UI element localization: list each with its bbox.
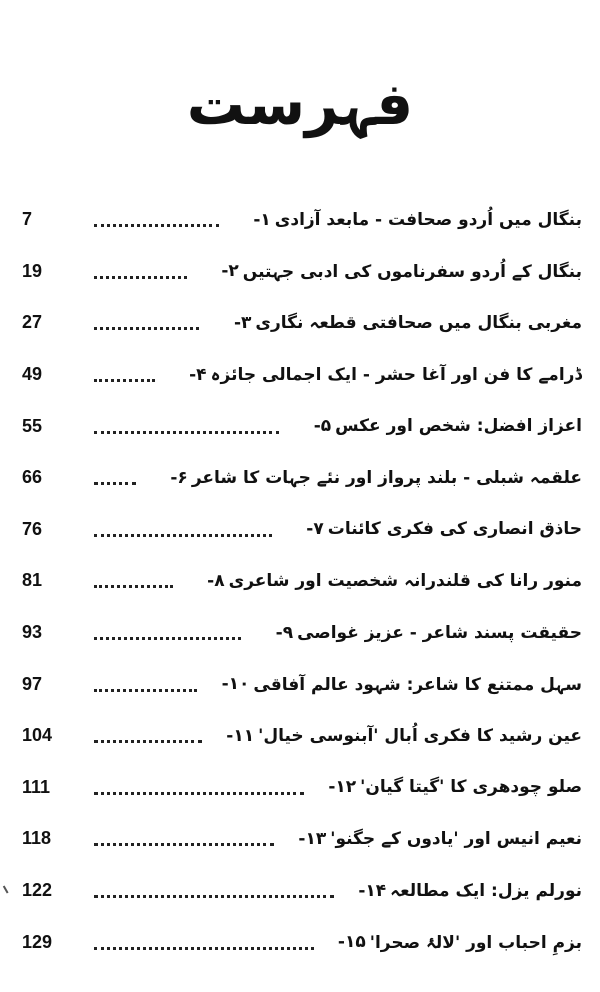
toc-entry-number: ۱- (253, 209, 271, 230)
toc-page-number: 111 (22, 776, 51, 797)
toc-entry-title: صلو چودھری کا 'گیتا گیان' (360, 777, 582, 798)
toc-entry-text (193, 261, 582, 282)
toc-entry-title: عین رشید کا فکری اُبال 'آبنوسی خیال' (258, 725, 582, 746)
toc-entry-number: ۹- (275, 622, 294, 643)
pen-mark (3, 880, 17, 893)
toc-entry (22, 194, 582, 246)
toc-entry-title: بنگال میں اُردو صحافت - مابعد آزادی (274, 209, 582, 230)
toc-entry-title: حقیقت پسند شاعر - عزیز غواصی (297, 622, 582, 643)
toc-page-number: 104 (22, 725, 53, 746)
dot-leader (94, 792, 304, 795)
dot-leader (94, 534, 272, 537)
toc-entry (22, 452, 582, 504)
toc-entry (22, 762, 582, 814)
toc-page-number: 66 (22, 467, 43, 488)
dot-leader (94, 327, 199, 330)
toc-entry-title: اعزاز افضل: شخص اور عکس (335, 416, 582, 437)
toc-entry-number: ۱۳- (298, 828, 327, 849)
toc-entry (22, 504, 582, 556)
toc-entry-number: ۸- (207, 570, 225, 591)
toc-entry (22, 246, 582, 298)
toc-entry-number: ۶- (170, 467, 188, 488)
toc-entry-number: ۷- (306, 519, 324, 540)
toc-entry-title: بزمِ احباب اور 'لالۂ صحرا' (369, 932, 582, 953)
toc-entry-title: منور رانا کی قلندرانہ شخصیت اور شاعری (228, 571, 582, 592)
toc-entry-number: ۲- (221, 261, 239, 282)
toc-entry-number: ۳- (233, 312, 252, 333)
toc-entry (22, 400, 582, 452)
dot-leader (94, 482, 136, 485)
toc-entry (22, 658, 582, 710)
toc-entry-text (247, 623, 582, 643)
toc-entry-text (203, 674, 582, 695)
toc-entry-text (278, 519, 582, 539)
toc-entry (22, 916, 582, 968)
toc-page-number: 27 (22, 312, 43, 333)
toc-entry-text (205, 312, 582, 333)
toc-page-number: 49 (22, 364, 43, 385)
page-title: فہرست (186, 70, 414, 138)
toc-entry-title: حاذق انصاری کی فکری کائنات (327, 519, 582, 540)
toc-entry-title: علقمہ شبلی - بلند پرواز اور نئے جہات کا شاعر (191, 468, 582, 489)
dot-leader (94, 947, 314, 950)
toc-entry-text (310, 777, 582, 797)
toc-entry (22, 865, 582, 917)
toc-entry (22, 555, 582, 607)
dot-leader (94, 224, 219, 227)
toc-entry-title: ڈرامے کا فن اور آغا حشر - ایک اجمالی جائزہ (210, 365, 582, 386)
toc-page-number: 118 (22, 828, 52, 849)
toc-entry-number: ۱۱- (226, 725, 255, 746)
toc-entry (22, 349, 582, 401)
dot-leader (94, 379, 155, 382)
dot-leader (94, 689, 197, 692)
toc-page-number: 97 (22, 673, 43, 694)
toc-entry-number: ۱۴- (358, 880, 387, 901)
dot-leader (94, 431, 279, 434)
toc-entry-text (320, 932, 582, 953)
toc-page-number: 19 (22, 260, 43, 281)
toc-entry-title: نورلم یزل: ایک مطالعہ (390, 881, 582, 902)
dot-leader (94, 585, 173, 588)
toc-page-number: 93 (22, 622, 43, 643)
toc-entry (22, 813, 582, 865)
toc-page-number: 81 (22, 570, 43, 591)
toc-page-number: 76 (22, 518, 43, 539)
toc-entry-number: ۴- (189, 364, 207, 385)
toc-page-number: 122 (22, 880, 53, 901)
toc-entry-title: سہل ممتنع کا شاعر: شہود عالم آفاقی (253, 674, 582, 695)
toc-entry-text (285, 416, 582, 436)
dot-leader (94, 637, 241, 640)
toc-entry-text (208, 726, 582, 746)
toc-entry-text (161, 364, 582, 385)
toc-entry-text (225, 210, 582, 230)
dot-leader (94, 276, 187, 279)
toc-entry-text (179, 570, 582, 591)
table-of-contents (22, 194, 582, 968)
toc-entry-text (340, 880, 582, 901)
toc-page-number: 55 (22, 415, 43, 436)
dot-leader (94, 740, 202, 743)
toc-page-number: 7 (22, 209, 33, 230)
toc-entry-text (280, 828, 582, 849)
toc-page-number: 129 (22, 931, 53, 952)
toc-entry-number: ۱۲- (328, 777, 357, 798)
dot-leader (94, 895, 334, 898)
toc-entry (22, 297, 582, 349)
toc-entry (22, 710, 582, 762)
toc-entry-title: مغربی بنگال میں صحافتی قطعہ نگاری (255, 313, 582, 334)
toc-entry-text (142, 467, 582, 488)
toc-entry-number: ۱۰- (221, 674, 250, 695)
toc-entry-number: ۵- (313, 416, 332, 437)
toc-entry-title: نعیم انیس اور 'یادوں کے جگنو' (330, 829, 582, 850)
toc-entry-title: بنگال کے اُردو سفرناموں کی ادبی جہتیں (242, 261, 582, 282)
toc-entry (22, 607, 582, 659)
toc-entry-number: ۱۵- (337, 932, 366, 953)
dot-leader (94, 843, 274, 846)
